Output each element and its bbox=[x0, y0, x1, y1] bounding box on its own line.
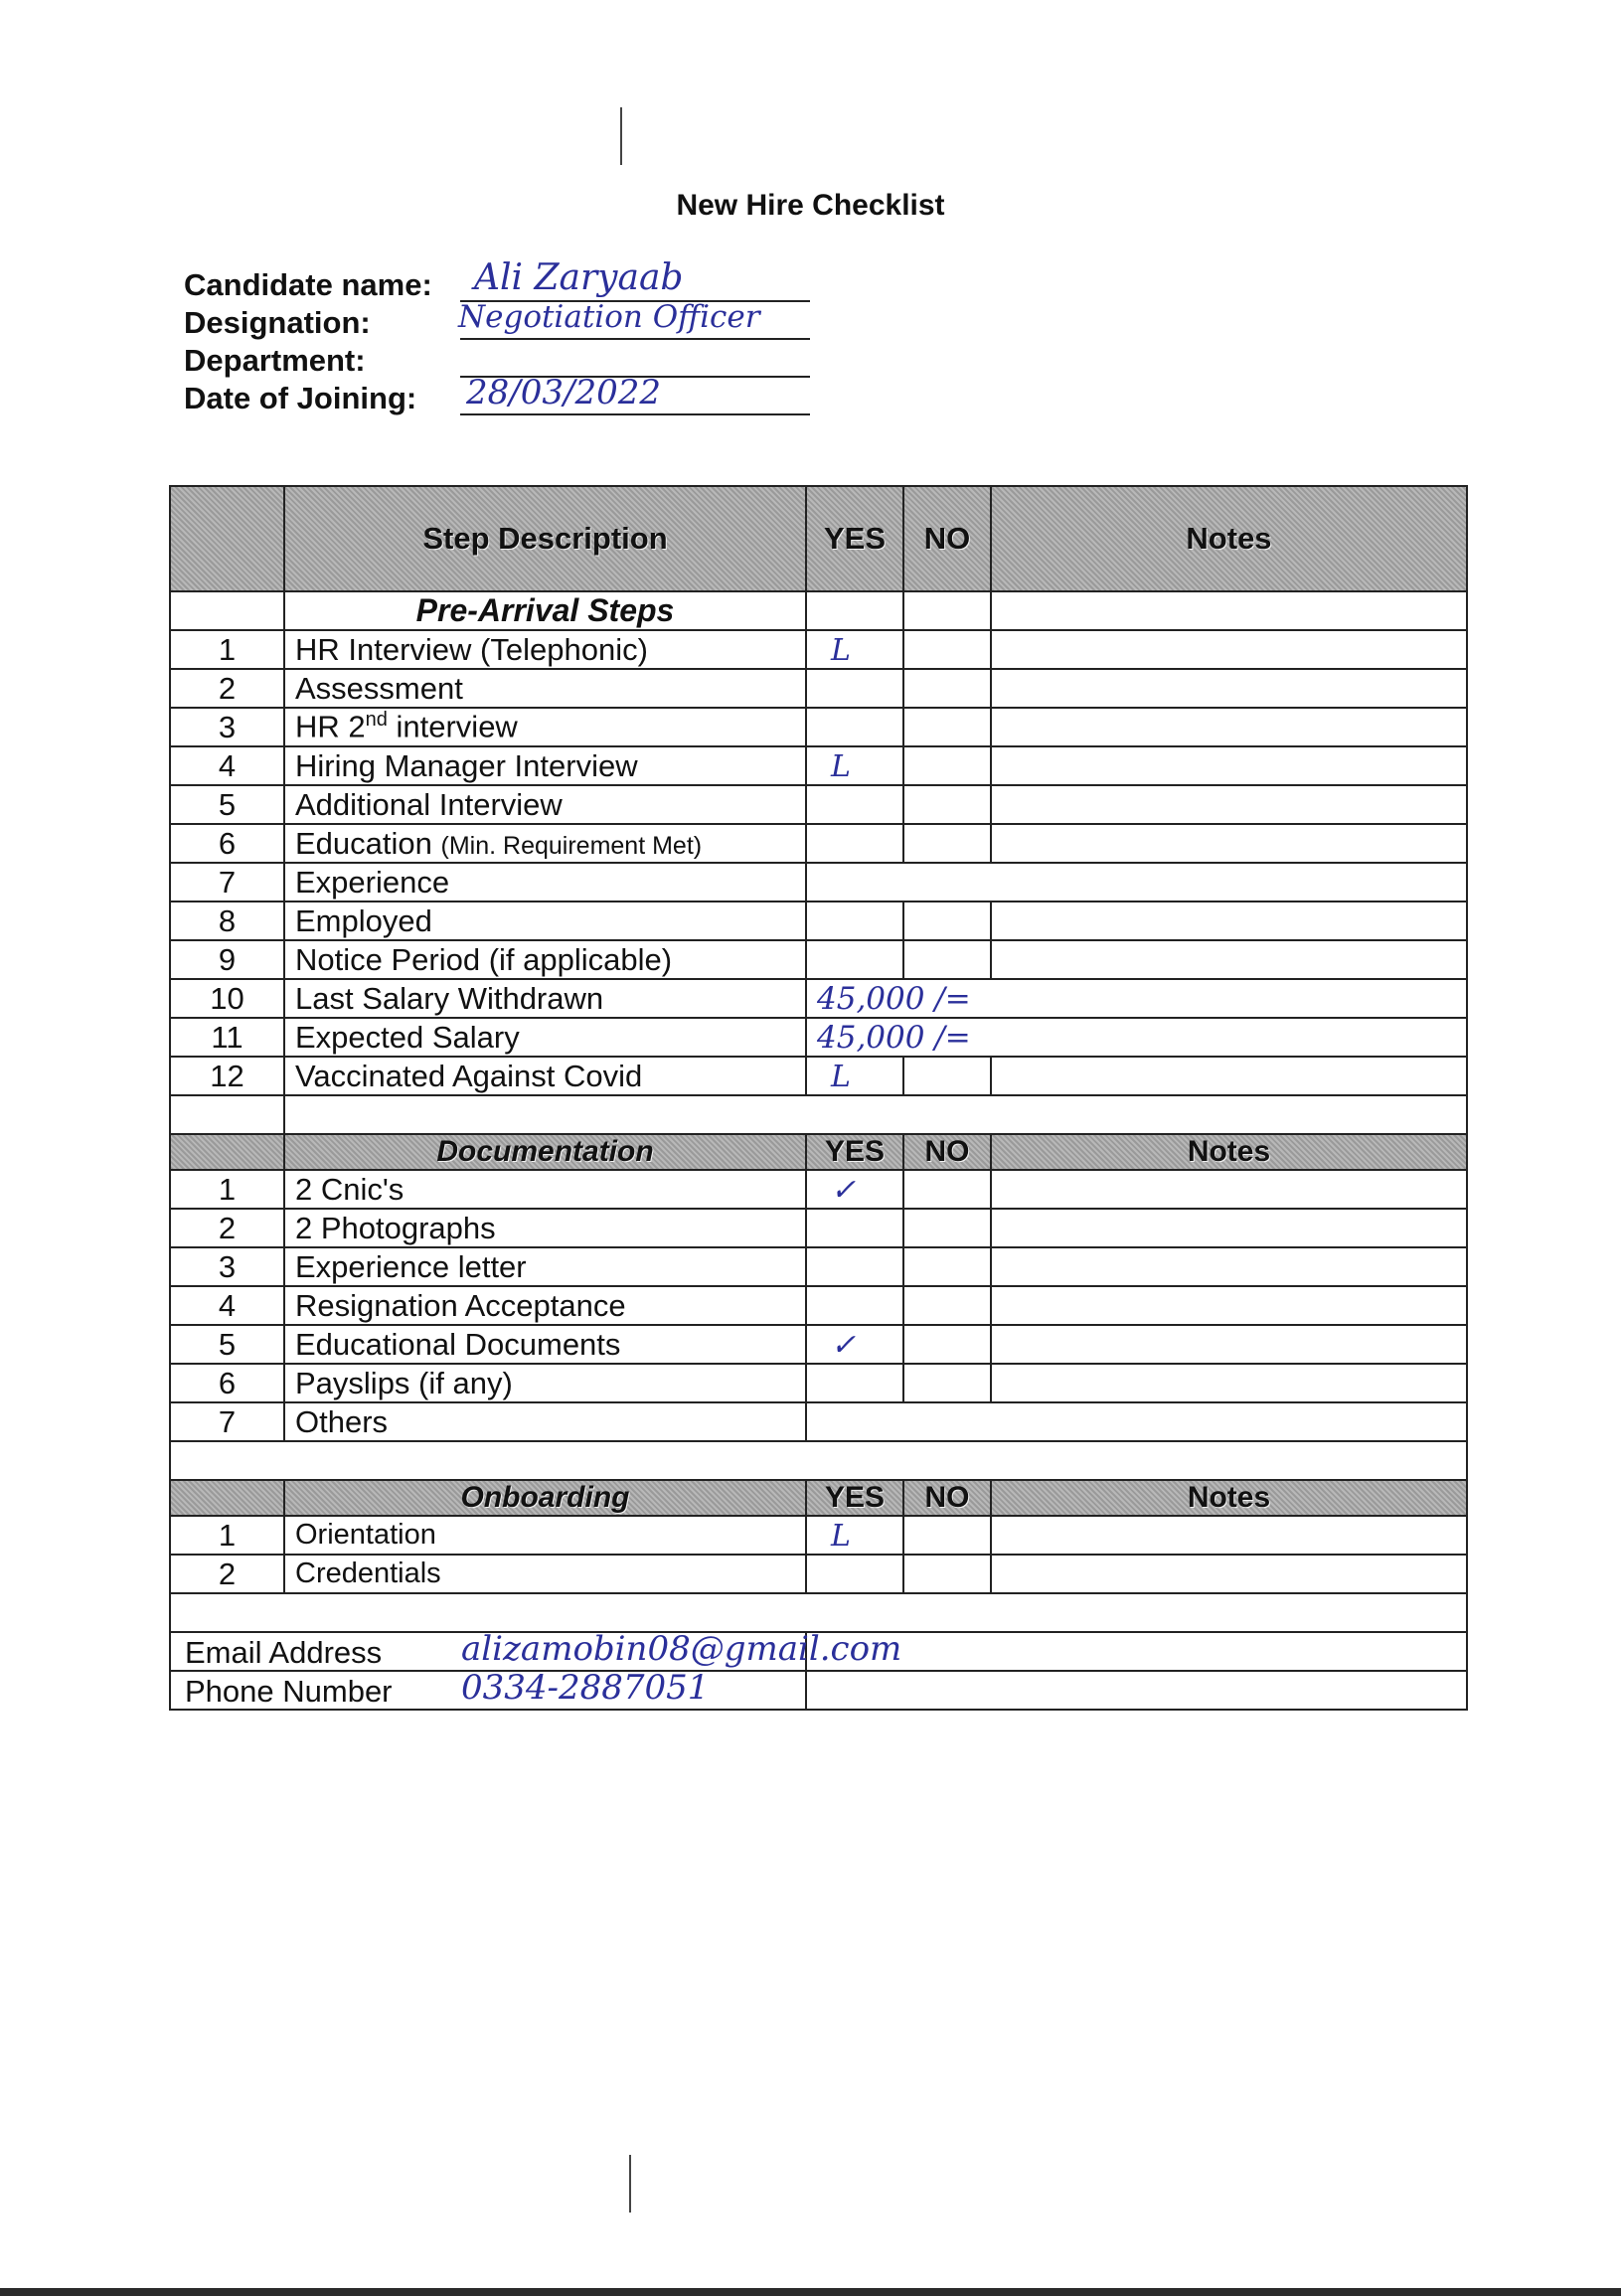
empty-cell bbox=[170, 1441, 1467, 1480]
empty-cell bbox=[170, 1095, 284, 1134]
no-cell[interactable] bbox=[903, 1516, 991, 1555]
notes-cell[interactable] bbox=[991, 785, 1467, 824]
row-description: Payslips (if any) bbox=[284, 1364, 806, 1402]
onboarding-header bbox=[170, 1480, 1467, 1516]
desc-sup: nd bbox=[365, 709, 388, 732]
salary-value-cell[interactable] bbox=[806, 979, 1467, 1018]
row-description: Credentials bbox=[284, 1555, 806, 1593]
table-row bbox=[170, 1555, 1467, 1593]
yes-cell[interactable] bbox=[806, 940, 903, 979]
row-description: Experience bbox=[284, 863, 806, 902]
table-row bbox=[170, 1209, 1467, 1247]
row-number: 1 bbox=[170, 630, 284, 669]
notes-cell[interactable] bbox=[991, 1209, 1467, 1247]
yes-mark: L bbox=[831, 748, 851, 784]
row-description: Hiring Manager Interview bbox=[284, 746, 806, 785]
row-number: 2 bbox=[170, 1209, 284, 1247]
no-cell[interactable] bbox=[903, 785, 991, 824]
table-row bbox=[170, 708, 1467, 746]
merged-answer-cell[interactable] bbox=[806, 1402, 1467, 1441]
yes-cell[interactable] bbox=[806, 1325, 903, 1364]
row-number: 3 bbox=[170, 708, 284, 746]
salary-value-cell[interactable] bbox=[806, 1018, 1467, 1057]
row-number: 5 bbox=[170, 785, 284, 824]
no-cell[interactable] bbox=[903, 1555, 991, 1593]
table-row bbox=[170, 863, 1467, 902]
empty-cell bbox=[903, 591, 991, 630]
header-notes: Notes bbox=[991, 1134, 1467, 1170]
table-row bbox=[170, 1286, 1467, 1325]
yes-cell[interactable] bbox=[806, 1057, 903, 1095]
row-description: Assessment bbox=[284, 669, 806, 708]
table-row bbox=[170, 1364, 1467, 1402]
empty-cell bbox=[170, 1593, 1467, 1632]
row-description: Experience letter bbox=[284, 1247, 806, 1286]
phone-label-cell bbox=[170, 1668, 806, 1710]
row-number: 7 bbox=[170, 863, 284, 902]
notes-cell[interactable] bbox=[991, 902, 1467, 940]
header-no: NO bbox=[903, 1480, 991, 1516]
page-title: New Hire Checklist bbox=[676, 189, 945, 222]
row-number: 10 bbox=[170, 979, 284, 1018]
yes-mark: L bbox=[831, 1059, 851, 1094]
candidate-name-value: Ali Zaryaab bbox=[474, 257, 684, 298]
row-number: 11 bbox=[170, 1018, 284, 1057]
yes-cell[interactable] bbox=[806, 824, 903, 863]
row-number: 7 bbox=[170, 1402, 284, 1441]
table-row bbox=[170, 1170, 1467, 1209]
empty-cell bbox=[284, 1095, 1467, 1134]
no-cell[interactable] bbox=[903, 1325, 991, 1364]
onboarding-title: Onboarding bbox=[284, 1480, 806, 1516]
yes-cell[interactable] bbox=[806, 1555, 903, 1593]
doj-label: Date of Joining: bbox=[184, 381, 417, 415]
documentation-header bbox=[170, 1134, 1467, 1170]
row-number: 6 bbox=[170, 824, 284, 863]
yes-cell[interactable] bbox=[806, 1170, 903, 1209]
row-description: Others bbox=[284, 1402, 806, 1441]
check-mark: ✓ bbox=[831, 1327, 857, 1363]
row-description: Last Salary Withdrawn bbox=[284, 979, 806, 1018]
phone-label: Phone Number bbox=[185, 1674, 393, 1709]
notes-cell[interactable] bbox=[991, 1325, 1467, 1364]
table-row bbox=[170, 940, 1467, 979]
email-row bbox=[170, 1632, 1467, 1671]
table-row bbox=[170, 630, 1467, 669]
phone-value-cell[interactable] bbox=[806, 1671, 1467, 1710]
designation-value: Negotiation Officer bbox=[458, 299, 760, 335]
row-number: 12 bbox=[170, 1057, 284, 1095]
notes-cell[interactable] bbox=[991, 1170, 1467, 1209]
scan-mark-top bbox=[620, 107, 622, 165]
table-row bbox=[170, 1402, 1467, 1441]
row-number: 1 bbox=[170, 1170, 284, 1209]
notes-cell[interactable] bbox=[991, 1286, 1467, 1325]
candidate-name-label: Candidate name: bbox=[184, 267, 432, 302]
table-row bbox=[170, 1516, 1467, 1555]
header-notes: Notes bbox=[991, 1480, 1467, 1516]
last-salary-value: 45,000 /= bbox=[817, 980, 971, 1017]
notes-cell[interactable] bbox=[991, 1057, 1467, 1095]
yes-mark: L bbox=[831, 1518, 851, 1554]
notes-cell[interactable] bbox=[991, 1247, 1467, 1286]
row-number: 2 bbox=[170, 669, 284, 708]
table-row bbox=[170, 1057, 1467, 1095]
email-label: Email Address bbox=[185, 1635, 383, 1670]
row-description: 2 Cnic's bbox=[284, 1170, 806, 1209]
row-description: 2 Photographs bbox=[284, 1209, 806, 1247]
no-cell[interactable] bbox=[903, 940, 991, 979]
desc-post: interview bbox=[387, 709, 518, 744]
header-num-cell bbox=[170, 1480, 284, 1516]
desc-pre: HR 2 bbox=[295, 709, 366, 744]
no-cell[interactable] bbox=[903, 630, 991, 669]
scan-mark-bottom bbox=[629, 2155, 631, 2213]
yes-cell[interactable] bbox=[806, 630, 903, 669]
pre-arrival-title-row bbox=[170, 591, 1467, 630]
row-description bbox=[284, 708, 806, 746]
row-number: 1 bbox=[170, 1516, 284, 1555]
merged-answer-cell[interactable] bbox=[806, 863, 1467, 902]
yes-mark: L bbox=[831, 632, 851, 668]
spacer-row bbox=[170, 1441, 1467, 1480]
doj-value: 28/03/2022 bbox=[466, 373, 661, 412]
row-description: Employed bbox=[284, 902, 806, 940]
header-no: NO bbox=[903, 1134, 991, 1170]
no-cell[interactable] bbox=[903, 1247, 991, 1286]
designation-label: Designation: bbox=[184, 305, 371, 340]
table-row bbox=[170, 746, 1467, 785]
table-row bbox=[170, 1325, 1467, 1364]
empty-cell bbox=[806, 591, 903, 630]
no-cell[interactable] bbox=[903, 902, 991, 940]
yes-cell[interactable] bbox=[806, 785, 903, 824]
yes-cell[interactable] bbox=[806, 669, 903, 708]
table-row bbox=[170, 785, 1467, 824]
yes-cell[interactable] bbox=[806, 1364, 903, 1402]
row-description: Notice Period (if applicable) bbox=[284, 940, 806, 979]
notes-cell[interactable] bbox=[991, 746, 1467, 785]
notes-cell[interactable] bbox=[991, 669, 1467, 708]
phone-row bbox=[170, 1671, 1467, 1710]
yes-cell[interactable] bbox=[806, 1286, 903, 1325]
empty-cell bbox=[991, 591, 1467, 630]
desc-small: (Min. Requirement Met) bbox=[440, 831, 703, 860]
department-label: Department: bbox=[184, 343, 366, 378]
doj-line bbox=[460, 413, 810, 415]
table-header bbox=[170, 486, 1467, 591]
email-value: alizamobin08@gmail.com bbox=[461, 1629, 902, 1669]
empty-cell bbox=[170, 591, 284, 630]
email-label-cell bbox=[170, 1629, 902, 1671]
table-row bbox=[170, 669, 1467, 708]
yes-cell[interactable] bbox=[806, 902, 903, 940]
row-description: Vaccinated Against Covid bbox=[284, 1057, 806, 1095]
yes-cell[interactable] bbox=[806, 708, 903, 746]
row-description: HR Interview (Telephonic) bbox=[284, 630, 806, 669]
email-value-cell[interactable] bbox=[806, 1632, 1467, 1671]
no-cell[interactable] bbox=[903, 1364, 991, 1402]
yes-cell[interactable] bbox=[806, 1209, 903, 1247]
row-description bbox=[284, 824, 806, 863]
yes-cell[interactable] bbox=[806, 1247, 903, 1286]
header-num-cell bbox=[170, 1134, 284, 1170]
desc-main: Education bbox=[295, 825, 432, 861]
no-cell[interactable] bbox=[903, 669, 991, 708]
designation-line bbox=[460, 338, 810, 340]
notes-cell[interactable] bbox=[991, 1555, 1467, 1593]
notes-cell[interactable] bbox=[991, 630, 1467, 669]
table-row bbox=[170, 824, 1467, 863]
row-description: Educational Documents bbox=[284, 1325, 806, 1364]
notes-cell[interactable] bbox=[991, 824, 1467, 863]
row-number: 2 bbox=[170, 1555, 284, 1593]
header-step-description: Step Description bbox=[284, 486, 806, 591]
documentation-title: Documentation bbox=[284, 1134, 806, 1170]
no-cell[interactable] bbox=[903, 1209, 991, 1247]
row-description: Additional Interview bbox=[284, 785, 806, 824]
table-row bbox=[170, 1247, 1467, 1286]
row-number: 9 bbox=[170, 940, 284, 979]
expected-salary-value: 45,000 /= bbox=[817, 1019, 971, 1056]
table-row bbox=[170, 902, 1467, 940]
table-row bbox=[170, 979, 1467, 1018]
header-notes: Notes bbox=[991, 486, 1467, 591]
header-yes: YES bbox=[806, 1480, 903, 1516]
spacer-row bbox=[170, 1095, 1467, 1134]
table-row bbox=[170, 1018, 1467, 1057]
scan-bottom-edge bbox=[0, 2288, 1621, 2296]
notes-cell[interactable] bbox=[991, 708, 1467, 746]
yes-cell[interactable] bbox=[806, 746, 903, 785]
phone-value: 0334-2887051 bbox=[461, 1668, 710, 1708]
row-number: 3 bbox=[170, 1247, 284, 1286]
pre-arrival-title: Pre-Arrival Steps bbox=[284, 591, 806, 630]
row-number: 5 bbox=[170, 1325, 284, 1364]
no-cell[interactable] bbox=[903, 1286, 991, 1325]
header-yes: YES bbox=[806, 486, 903, 591]
yes-cell[interactable] bbox=[806, 1516, 903, 1555]
header-no: NO bbox=[903, 486, 991, 591]
no-cell[interactable] bbox=[903, 824, 991, 863]
row-number: 4 bbox=[170, 746, 284, 785]
row-description: Expected Salary bbox=[284, 1018, 806, 1057]
row-number: 4 bbox=[170, 1286, 284, 1325]
no-cell[interactable] bbox=[903, 1170, 991, 1209]
notes-cell[interactable] bbox=[991, 940, 1467, 979]
no-cell[interactable] bbox=[903, 708, 991, 746]
no-cell[interactable] bbox=[903, 1057, 991, 1095]
row-description: Orientation bbox=[284, 1516, 806, 1555]
header-num-cell bbox=[170, 486, 284, 591]
no-cell[interactable] bbox=[903, 746, 991, 785]
notes-cell[interactable] bbox=[991, 1364, 1467, 1402]
row-number: 8 bbox=[170, 902, 284, 940]
check-mark: ✓ bbox=[831, 1172, 857, 1208]
row-description: Resignation Acceptance bbox=[284, 1286, 806, 1325]
header-yes: YES bbox=[806, 1134, 903, 1170]
checklist-table bbox=[169, 485, 1468, 1711]
spacer-row bbox=[170, 1593, 1467, 1632]
notes-cell[interactable] bbox=[991, 1516, 1467, 1555]
row-number: 6 bbox=[170, 1364, 284, 1402]
